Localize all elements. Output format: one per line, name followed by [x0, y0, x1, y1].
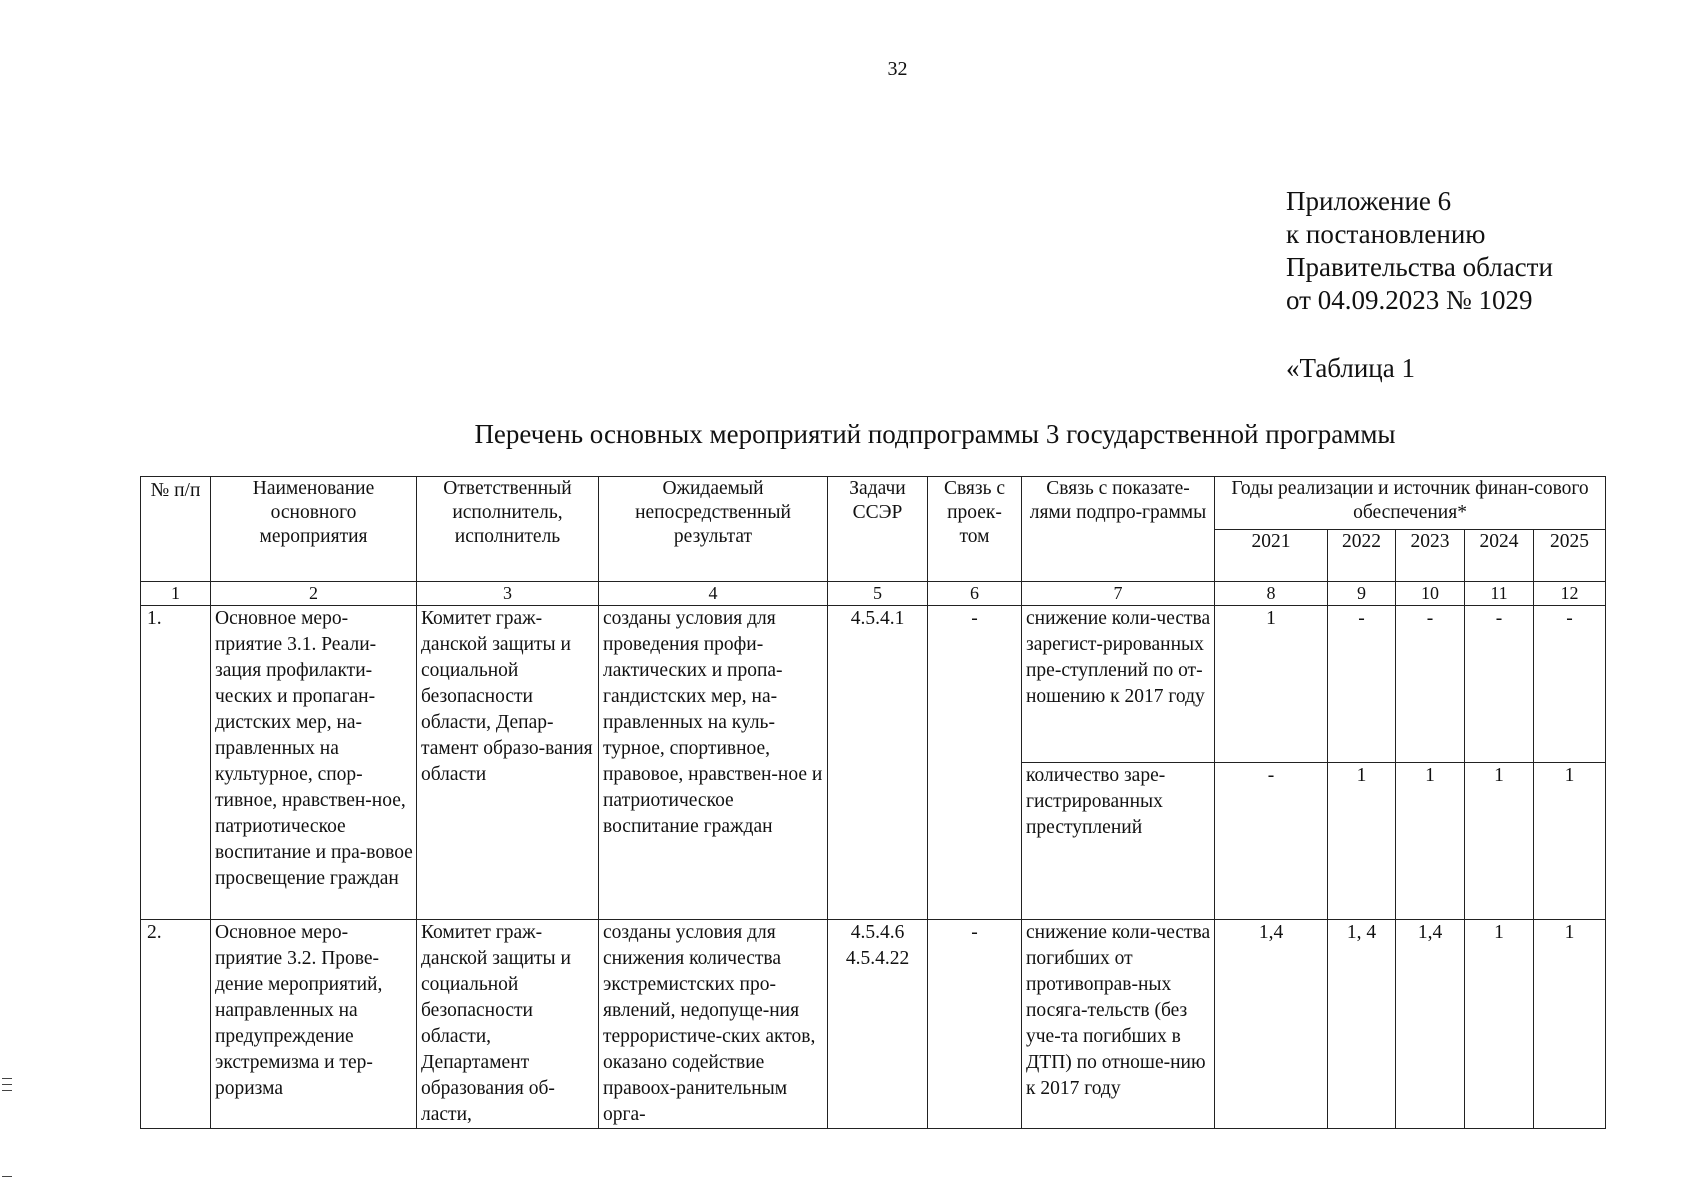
project-link: - — [928, 606, 1022, 920]
year-value: 1 — [1465, 920, 1534, 1129]
header-num: № п/п — [141, 477, 211, 582]
margin-mark — [2, 1078, 12, 1079]
appendix-line-4: от 04.09.2023 № 1029 — [1286, 285, 1533, 315]
appendix-block — [1286, 185, 1553, 317]
table-row — [141, 606, 1606, 763]
year-value: 1 — [1396, 763, 1465, 920]
year-value: - — [1328, 606, 1396, 763]
year-value: 1 — [1465, 763, 1534, 920]
activity-name: Основное меро-приятие 3.1. Реали-зация профилакти-ческих и пропаган-дистских мер, на-правленных на культурное, спор-тивное, нравствен-ное, патриотическое воспитание и пра-вовое просвещение граждан — [211, 606, 417, 920]
table-label: «Таблица 1 — [1286, 353, 1415, 383]
project-link: - — [928, 920, 1022, 1129]
indicator-text: количество заре-гистрированных преступлений — [1022, 763, 1215, 920]
year-value: 1,4 — [1396, 920, 1465, 1129]
table-row — [141, 920, 1606, 1129]
year-value: - — [1396, 606, 1465, 763]
margin-mark — [2, 1176, 12, 1177]
indicator-text: снижение коли-чества зарегист-рированных пре-ступлений по от-ношению к 2017 году — [1022, 606, 1215, 763]
year-value: - — [1465, 606, 1534, 763]
column-number: 7 — [1022, 582, 1215, 606]
year-value: 1 — [1534, 763, 1606, 920]
year-value: 1 — [1328, 763, 1396, 920]
year-value: 1,4 — [1215, 920, 1328, 1129]
ssar-tasks: 4.5.4.6 4.5.4.22 — [828, 920, 928, 1129]
year-value: 1, 4 — [1328, 920, 1396, 1129]
header-name: Наименование основного мероприятия — [211, 477, 417, 582]
column-number: 12 — [1534, 582, 1606, 606]
page-number: 32 — [887, 58, 908, 80]
header-year: 2021 — [1215, 530, 1328, 582]
indicator-text: снижение коли-чества погибших от противоправ-ных посяга-тельств (без уче-та погибших в ДТП) по отноше-нию к 2017 году — [1022, 920, 1215, 1129]
column-number: 6 — [928, 582, 1022, 606]
header-tasks: Задачи ССЭР — [828, 477, 928, 582]
row-num: 2. — [141, 920, 211, 1129]
column-number: 2 — [211, 582, 417, 606]
header-result: Ожидаемый непосредственный результат — [599, 477, 828, 582]
margin-mark — [2, 1090, 12, 1091]
column-number: 3 — [417, 582, 599, 606]
column-number: 10 — [1396, 582, 1465, 606]
document-title: Перечень основных мероприятий подпрограммы 3 государственной программы — [474, 419, 1396, 449]
column-number: 9 — [1328, 582, 1396, 606]
executor: Комитет граж-данской защиты и социальной безопасности области, Департамент образования об-ласти, — [417, 920, 599, 1129]
column-number: 5 — [828, 582, 928, 606]
year-value: 1 — [1215, 606, 1328, 763]
margin-mark — [2, 1084, 12, 1085]
header-year: 2023 — [1396, 530, 1465, 582]
header-executor: Ответственный исполнитель, исполнитель — [417, 477, 599, 582]
column-number: 11 — [1465, 582, 1534, 606]
header-years-group: Годы реализации и источник финан-сового обеспечения* — [1215, 477, 1606, 530]
column-number: 1 — [141, 582, 211, 606]
activity-name: Основное меро-приятие 3.2. Прове-дение мероприятий, направленных на предупреждение экстремизма и тер-роризма — [211, 920, 417, 1129]
row-num: 1. — [141, 606, 211, 920]
executor: Комитет граж-данской защиты и социальной безопасности области, Депар-тамент образо-вания области — [417, 606, 599, 920]
header-project: Связь с проек-том — [928, 477, 1022, 582]
year-value: - — [1215, 763, 1328, 920]
header-year: 2022 — [1328, 530, 1396, 582]
appendix-line-3: Правительства области — [1286, 252, 1553, 282]
year-value: 1 — [1534, 920, 1606, 1129]
column-number: 8 — [1215, 582, 1328, 606]
header-year: 2024 — [1465, 530, 1534, 582]
expected-result: созданы условия для проведения профи-лактических и пропа-гандистских мер, на-правленных на куль-турное, спортивное, правовое, нравствен-ное и патриотическое воспитание граждан — [599, 606, 828, 920]
appendix-line-1: Приложение 6 — [1286, 186, 1452, 216]
column-number: 4 — [599, 582, 828, 606]
header-indicators: Связь с показате-лями подпро-граммы — [1022, 477, 1215, 582]
header-year: 2025 — [1534, 530, 1606, 582]
expected-result: созданы условия для снижения количества экстремистских про-явлений, недопуще-ния террористиче-ских актов, оказано содействие правоох-ранительным орга- — [599, 920, 828, 1129]
year-value: - — [1534, 606, 1606, 763]
activities-table — [140, 476, 1606, 1129]
appendix-line-2: к постановлению — [1286, 219, 1486, 249]
ssar-tasks: 4.5.4.1 — [828, 606, 928, 920]
column-number-row — [141, 582, 1606, 606]
